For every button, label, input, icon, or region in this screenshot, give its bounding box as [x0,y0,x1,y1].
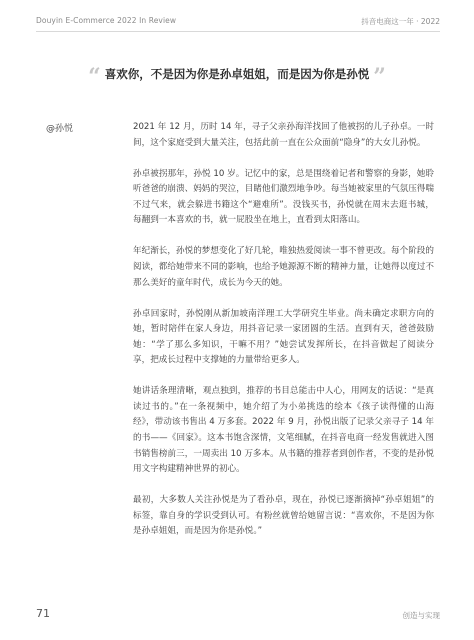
header-left-title: Douyin E-Commerce 2022 In Review [36,16,177,25]
page-number: 71 [36,607,50,620]
footer-section-title: 创造与实现 [402,611,440,620]
close-quote-icon: ” [373,64,386,90]
paragraph: 2021 年 12 月，历时 14 年，寻子父亲孙海洋找回了他被拐的儿子孙卓。一时间，这个家庭受到大量关注，包括此前一直在公众面前“隐身”的大女儿孙悦。 [133,122,434,148]
article-body [133,120,434,555]
paragraph: 孙卓被拐那年，孙悦 10 岁。记忆中的家，总是围绕着记者和警察的身影，她聆听爸爸的崩溃、妈妈的哭泣，目睹他们激烈地争吵。每当她被家里的气氛压得喘不过气来，就会躲进书籍这个“避难所”。没钱买书，孙悦就在周末去逛书城，每翻到一本喜欢的书，就一屁股坐在地上，直看到太阳落山。 [133,168,434,226]
paragraph: 年纪渐长，孙悦的梦想变化了好几轮，唯独热爱阅读一事不曾更改。每个阶段的阅读，都给她带来不同的影响，也给予她源源不断的精神力量，让她得以度过不那么美好的童年时代，成长为今天的她。 [133,246,434,288]
paragraph: 她讲话条理清晰，观点独到，推荐的书目总能击中人心，用网友的话说：“是真读过书的。”在一条视频中，她介绍了为小弟挑选的绘本《孩子读得懂的山海经》，带动该书售出 4 万多套。2022 年 9 月，孙悦出版了记录父亲寻子 14 年的书——《回家》。这本书饱含深情，文笔细腻，在抖音电商一经发售就进入图书销售榜前三，一周卖出 10 万多本。从书籍的推荐者到创作者，不变的是孙悦用文字构建精神世界的初心。 [133,386,434,475]
paragraph: 孙卓回家时，孙悦刚从新加坡南洋理工大学研究生毕业。尚未确定求职方向的她，暂时陪伴在家人身边，用抖音记录一家团圆的生活。直到有天，爸爸鼓励她：“学了那么多知识，干嘛不用？”她尝试发挥所长，在抖音做起了阅读分享，把成长过程中支撑她的力量带给更多人。 [133,308,434,366]
pull-quote [0,64,474,90]
paragraph: 最初，大多数人关注孙悦是为了看孙卓，现在，孙悦已逐渐摘掉“孙卓姐姐”的标签，靠自身的学识受到认可。有粉丝就曾给她留言说：“喜欢你，不是因为你是孙卓姐姐，而是因为你是孙悦。” [133,495,434,537]
header-divider [36,31,440,32]
open-quote-icon: “ [88,64,101,90]
pull-quote-text: 喜欢你，不是因为你是孙卓姐姐，而是因为你是孙悦 [104,67,370,81]
author-handle: @孙悦 [46,124,74,134]
header-right-title: 抖音电商这一年 · 2022 [361,17,440,26]
